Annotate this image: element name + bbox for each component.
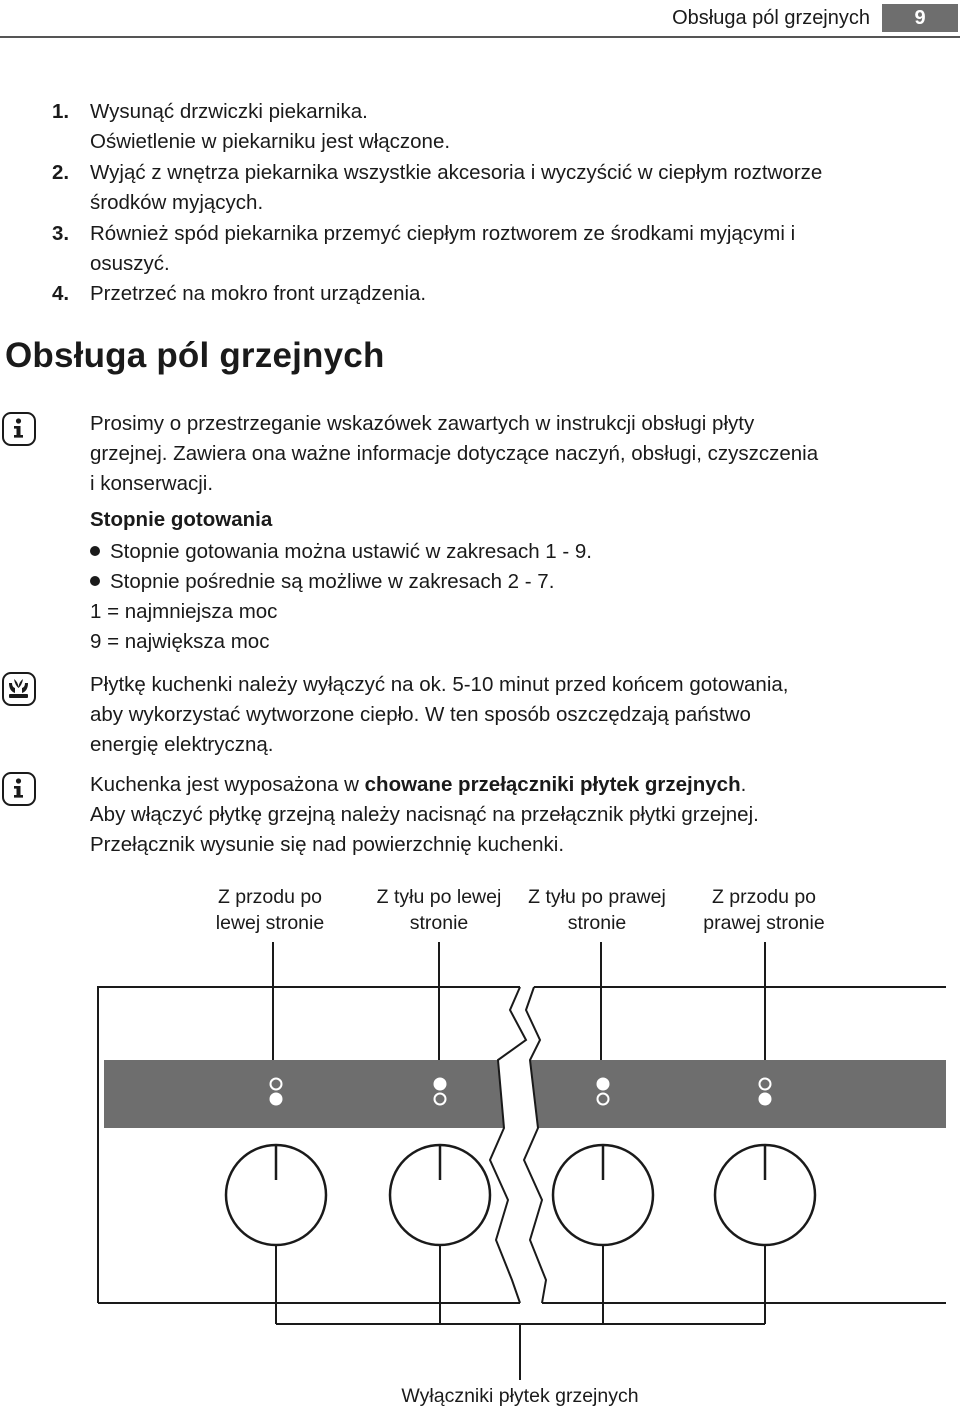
step-number: 4. [52,282,70,305]
step-text: Przetrzeć na mokro front urządzenia. [90,282,427,305]
step-number: 3. [52,222,70,245]
label-line: Z przodu po [711,886,817,908]
indicator-lamp-on [271,1094,282,1105]
label-line: Z tyłu po lewej [376,886,502,908]
knobs-note-bold: chowane przełączniki płytek grzejnych [364,773,741,796]
indicator-lamp-on [760,1094,771,1105]
knob-switches-label: Wyłączniki płytek grzejnych [401,1385,639,1407]
bullet-text: Stopnie gotowania można ustawić w zakresach 1 - 9. [110,540,593,563]
max-power-line: 9 = największa moc [90,630,270,653]
bullet-text: Stopnie pośrednie są możliwe w zakresach 2 - 7. [110,570,555,593]
running-header-title: Obsługa pól grzejnych [672,7,870,29]
cooktop-outline [98,987,946,1303]
knobs-note-text: . [740,773,747,796]
indicator-lamp-on [435,1079,446,1090]
control-panel-right [530,1060,946,1128]
step-text: osuszyć. [90,252,170,275]
page-number: 9 [882,4,958,32]
step-text: środków myjących. [90,191,264,214]
min-power-line: 1 = najmniejsza moc [90,600,278,623]
label-line: Z tyłu po prawej [528,886,666,908]
eco-tip-line: energię elektryczną. [90,733,274,756]
info-note-line: grzejnej. Zawiera ona ważne informacje dotyczące naczyń, obsługi, czyszczenia [90,442,819,465]
label-leader-lines [273,942,765,1066]
step-text: Również spód piekarnika przemyć ciepłym roztworem ze środkami myjącymi i [90,222,796,245]
knobs-note-line: Przełącznik wysunie się nad powierzchnię kuchenki. [90,833,565,856]
info-note-line: Prosimy o przestrzeganie wskazówek zawartych w instrukcji obsługi płyty [90,412,755,435]
label-line: lewej stronie [215,912,325,934]
step-number: 1. [52,100,70,123]
step-number: 2. [52,161,70,184]
step-text: Oświetlenie w piekarniku jest włączone. [90,130,451,153]
knobs-note-line: Aby włączyć płytkę grzejną należy nacisnąć na przełącznik płytki grzejnej. [90,803,759,826]
knob-switches-bracket [276,1245,765,1380]
section-title: Obsługa pól grzejnych [5,336,385,375]
label-line: stronie [567,912,627,934]
cooking-levels-heading: Stopnie gotowania [90,508,273,531]
info-note-line: i konserwacji. [90,472,214,495]
label-line: prawej stronie [703,912,825,934]
indicator-lamp-on [598,1079,609,1090]
step-text: Wyjąć z wnętrza piekarnika wszystkie akcesoria i wyczyścić w ciepłym roztworze [90,161,823,184]
label-line: Z przodu po [217,886,323,908]
eco-tip-line: Płytkę kuchenki należy wyłączyć na ok. 5-10 minut przed końcem gotowania, [90,673,789,696]
knobs-note-text: Kuchenka jest wyposażona w [90,773,365,796]
step-text: Wysunąć drzwiczki piekarnika. [90,100,368,123]
label-line: stronie [409,912,469,934]
eco-tip-line: aby wykorzystać wytworzone ciepło. W ten sposób oszczędzają państwo [90,703,751,726]
